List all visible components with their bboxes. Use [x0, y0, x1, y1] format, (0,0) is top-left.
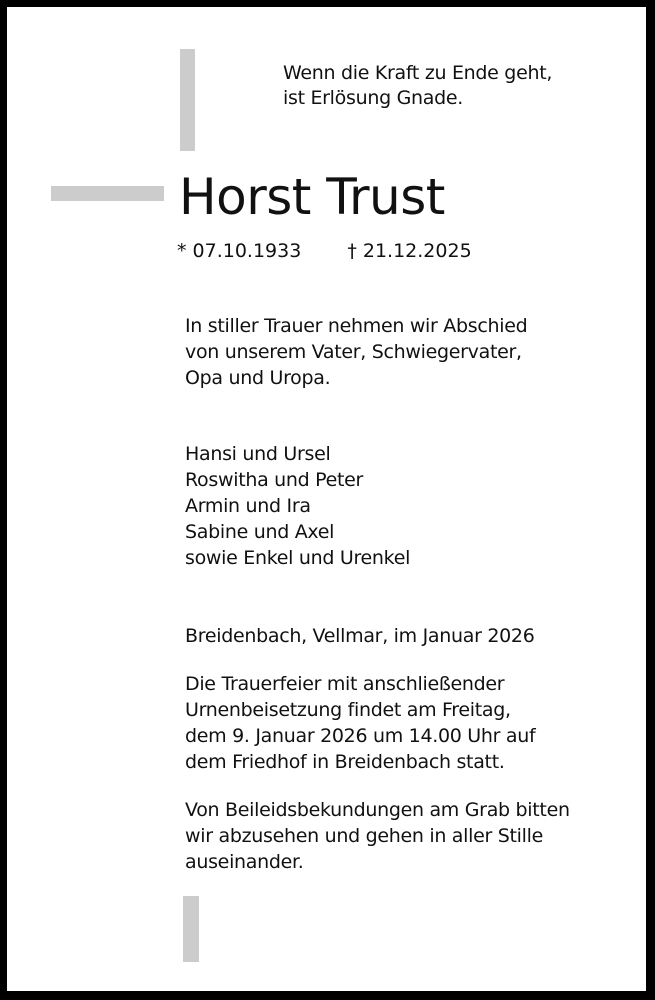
- motto-line: ist Erlösung Gnade.: [283, 87, 463, 109]
- intro-line: In stiller Trauer nehmen wir Abschied: [185, 315, 528, 337]
- cross-horizontal-bar: [51, 186, 164, 201]
- deceased-name: Horst Trust: [179, 168, 445, 226]
- note-line: auseinander.: [185, 851, 304, 873]
- ceremony-line: Urnenbeisetzung findet am Freitag,: [185, 699, 511, 721]
- intro-line: Opa und Uropa.: [185, 367, 331, 389]
- family-item: Armin und Ira: [185, 495, 311, 517]
- ceremony-line: Die Trauerfeier mit anschließender: [185, 673, 505, 695]
- family-item: Roswitha und Peter: [185, 469, 364, 491]
- note-line: Von Beileidsbekundungen am Grab bitten: [185, 799, 570, 821]
- intro-text: [185, 313, 527, 391]
- life-dates: [177, 239, 472, 263]
- family-item: Hansi und Ursel: [185, 443, 331, 465]
- family-item: sowie Enkel und Urenkel: [185, 547, 411, 569]
- intro-line: von unserem Vater, Schwiegervater,: [185, 341, 522, 363]
- note-line: wir abzusehen und gehen in aller Stille: [185, 825, 543, 847]
- condolence-note: [185, 797, 570, 875]
- ceremony-info: [185, 671, 535, 775]
- place-date: Breidenbach, Vellmar, im Januar 2026: [185, 625, 535, 647]
- family-item: Sabine und Axel: [185, 521, 335, 543]
- cross-bottom-bar: [183, 896, 199, 962]
- birth-date: * 07.10.1933: [177, 240, 302, 262]
- motto-line: Wenn die Kraft zu Ende geht,: [283, 62, 553, 84]
- death-date: † 21.12.2025: [347, 240, 472, 262]
- obituary-card: [7, 7, 646, 991]
- family-list: [185, 441, 410, 571]
- ceremony-line: dem 9. Januar 2026 um 14.00 Uhr auf: [185, 725, 536, 747]
- ceremony-line: dem Friedhof in Breidenbach statt.: [185, 751, 505, 773]
- motto-quote: [283, 61, 552, 111]
- cross-top-bar: [180, 49, 195, 151]
